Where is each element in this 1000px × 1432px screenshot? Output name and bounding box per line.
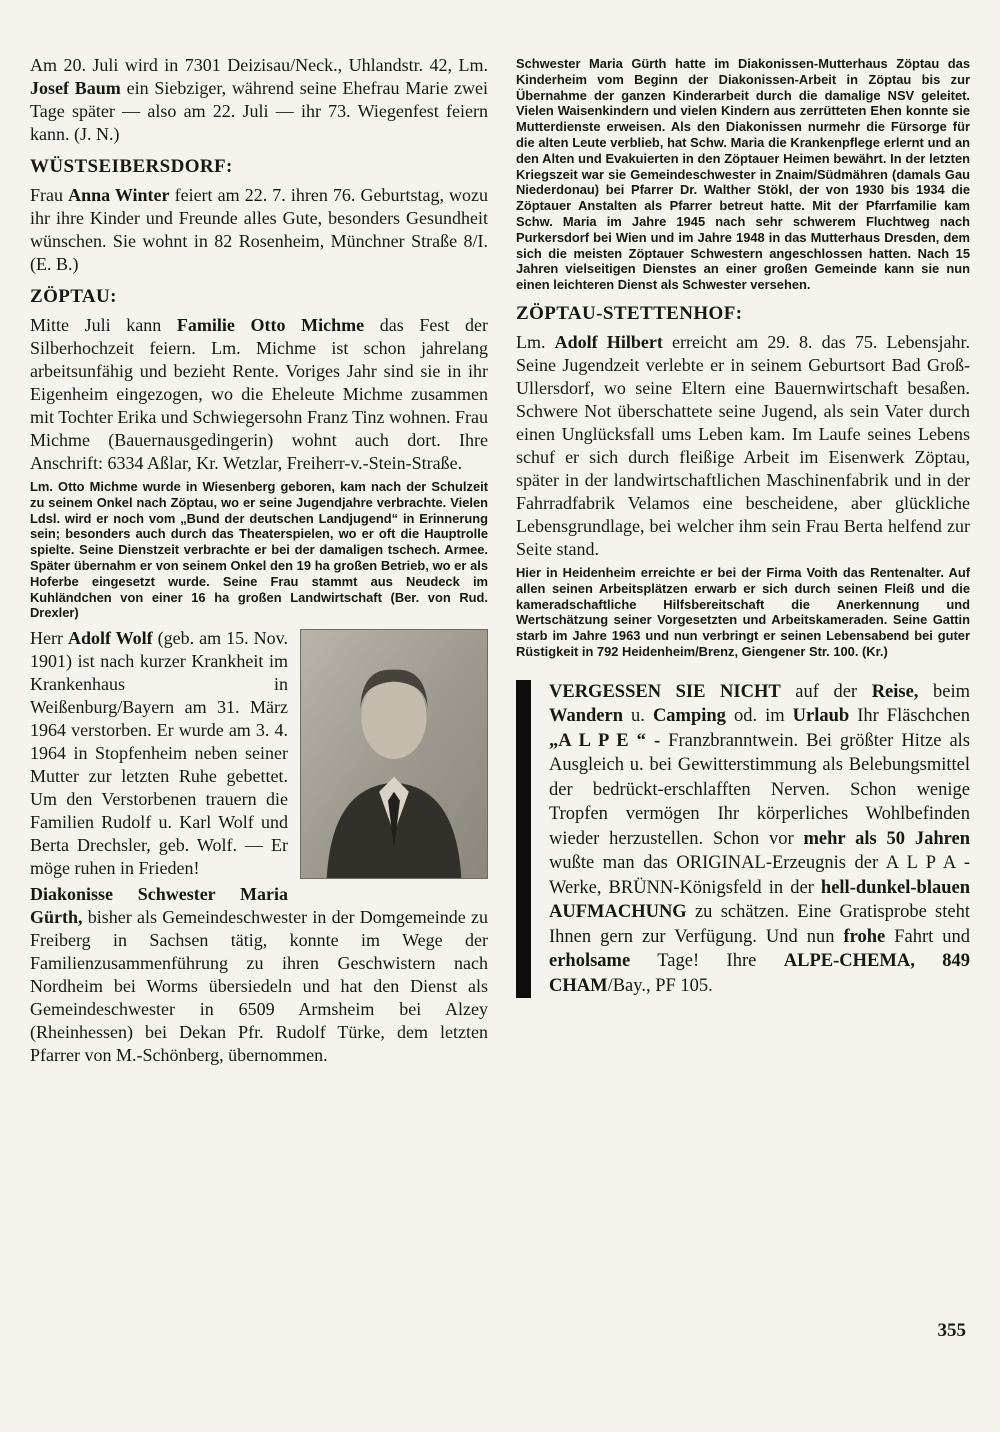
paragraph-adolf-hilbert: Lm. Adolf Hilbert erreicht am 29. 8. das 75. Lebensjahr. Seine Jugendzeit verlebte er in seinem Geburtsort Bad Groß-Ullersdorf, wo seine Eltern eine Bauernwirtschaft besaßen. Schwere Not überschattete seine Jugend, als sein Vater durch einen Unglücksfall ums Leben kam. Im Laufe seines Lebens schuf er sich durch fleißige Arbeit im Eisenwerk Zöptau, später in der landwirtschaftlichen Maschinenfabrik und in der Fahrradfabrik Velamos eine bescheidene, aber glückliche Lebensgrundlage, bei welcher ihm sein Frau Berta helfend zur Seite stand. (516, 331, 970, 559)
paragraph-otto-michme: Mitte Juli kann Familie Otto Michme das Fest der Silberhochzeit feiern. Lm. Michme ist schon jahrelang arbeitsunfähig und bezieht Rente. Voriges Jahr sind sie in ihr Eigenheim eingezogen, wo die Eheleute Michme zusammen mit Tochter Erika und Schwiegersohn Franz Tinz wohnen. Frau Michme (Bauernausgedingerin) wohnt auch dort. Ihre Anschrift: 6334 Aßlar, Kr. Wetzlar, Freiherr-v.-Stein-Straße. (30, 315, 489, 473)
alpe-advertisement (516, 680, 970, 999)
portrait-photo (300, 629, 488, 879)
page-number: 355 (937, 1320, 966, 1341)
right-column (516, 54, 970, 1070)
paragraph-otto-michme-biography: Lm. Otto Michme wurde in Wiesenberg geboren, kam nach der Schulzeit zu seinem Onkel nach Zöptau, wo er seine Jugendjahre verbrachte. Vielen Ldsl. wird er noch vom „Bund der deutschen Landjugend“ in Erinnerung sein; besonders auch durch das Theaterspielen, wo er oft die Hauptrolle spielte. Seine Dienstzeit verbrachte er bei der damaligen tschech. Armee. Später übernahm er von seinem Onkel den 19 ha großen Betrieb, wo er als Hoferbe eingesetzt wurde. Seine Frau stammt aus Neudeck im Kuhländchen von einer 16 ha großen Landwirtschaft (Ber. von Rud. Drexler) (30, 479, 488, 621)
portrait-silhouette-icon (301, 630, 487, 878)
paragraph-josef-baum: Am 20. Juli wird in 7301 Deizisau/Neck., Uhlandstr. 42, Lm. Josef Baum ein Siebziger, während seine Ehefrau Marie zwei Tage später — also am 22. Juli — ihr 73. Wiegenfest feiern kann. (J. N.) (30, 55, 488, 144)
section-heading-zoeptau: ZÖPTAU: (30, 286, 117, 307)
paragraph-adolf-hilbert-retirement: Hier in Heidenheim erreichte er bei der Firma Voith das Rentenalter. Auf allen seinen Arbeitsplätzen erwarb er sich durch seinen Fleiß und die kameradschaftliche Hilfsbereitschaft die Anerkennung und Wertschätzung seiner Vorgesetzten und Arbeitskameraden. Seine Gattin starb im Jahre 1963 und nun verbringt er seinen Lebensabend bei guter Rüstigkeit in 792 Heidenheim/Brenz, Giengener Str. 100. (Kr.) (516, 564, 970, 659)
paragraph-maria-guerth-history: Schwester Maria Gürth hatte im Diakonissen-Mutterhaus Zöptau das Kinderheim vom Beginn der Diakonissen-Arbeit in Zöptau bis zur Übernahme der ganzen Kinderarbeit durch die damalige NSV geleitet. Vielen Waisenkindern und vielen Kindern aus zerrütteten Ehen konnte sie Mutterdienste erweisen. Als den Diakonissen nurmehr die Fürsorge für die alten Leute verblieb, hat Schw. Maria die Krankenpflege erlernt und an den Alten und Evakuierten in den Zöptauer Heimen bewährt. In der letzten Kriegszeit war sie Gemeindeschwester in Znaim/Südmähren (damals Gau Niederdonau) bei Pfarrer Dr. Walther Stökl, der von 1930 bis 1934 die Zöptauer Anstalten als Pfarrer betreut hatte. Mit der Pfarrfamilie kam Schw. Maria im Jahre 1945 nach sehr schwerem Fluchtweg nach Purkersdorf bei Wien und im Jahre 1948 in das Mutterhaus Dresden, dem sich die meisten Zöptauer Schwestern angeschlossen hatten. Nach 15 Jahren vielseitigen Dienstes an einer großen Gemeinde kann sie nun einen leichteren Dienst als Schwester versehen. (516, 56, 970, 293)
obituary-text: Herr Adolf Wolf (geb. am 15. Nov. 1901) ist nach kurzer Krankheit im Krankenhaus in Weißenburg/Bayern am 31. März 1964 verstorben. Er wurde am 3. 4. 1964 in Stopfenheim neben seiner Mutter zur letzten Ruhe gebettet. Um den Verstorbenen trauern die Familien Rudolf u. Karl Wolf und Berta Drechsler, geb. Wolf. — Er möge ruhen in Frieden! (30, 628, 288, 879)
left-column (30, 54, 488, 1070)
section-heading-wuestseibersdorf: WÜSTSEIBERSDORF: (30, 156, 233, 177)
paragraph-adolf-wolf-obituary (30, 627, 488, 880)
ad-text: VERGESSEN SIE NICHT auf der Reise, beim Wandern u. Camping od. im Urlaub Ihr Fläschchen „A L P E “ - Franzbranntwein. Bei größter Hitze als Ausgleich u. bei Gewitterstimmung als Belebungsmittel der bedrückt-erschlafften Nerven. Schon wenige Tropfen vermögen Ihr körperliches Wohlbefinden wieder herzustellen. Schon vor mehr als 50 Jahren wußte man das ORIGINAL-Erzeugnis der A L P A - Werke, BRÜNN-Königsfeld in der hell-dunkel-blauen AUFMACHUNG zu schätzen. Eine Gratisprobe steht Ihnen gern zur Verfügung. Und nun frohe Fahrt und erholsame Tage! Ihre ALPE-CHEMA, 849 CHAM/Bay., PF 105. (549, 681, 971, 996)
ad-vertical-bar (516, 680, 531, 999)
paragraph-anna-winter: Frau Anna Winter feiert am 22. 7. ihren 76. Geburtstag, wozu ihr ihre Kinder und Freunde alles Gute, besonders Gesundheit wünschen. Sie wohnt in 82 Rosenheim, Münchner Straße 8/I. (E. B.) (30, 185, 489, 274)
paragraph-maria-guerth: Diakonisse Schwester Maria Gürth, bisher als Gemeindeschwester in der Domgemeinde zu Freiberg in Sachsen tätig, konnte im Wege der Familienzusammenführung zu ihren Geschwistern nach Nordheim bei Worms übersiedeln und hat den Dienst als Gemeindeschwester in 6509 Armsheim bei Alzey (Rheinhessen) bei Dekan Pfr. Rudolf Türke, dem letzten Pfarrer von M.-Schönberg, übernommen. (30, 884, 488, 1066)
section-heading-zoeptau-stettenhof: ZÖPTAU-STETTENHOF: (516, 302, 743, 324)
